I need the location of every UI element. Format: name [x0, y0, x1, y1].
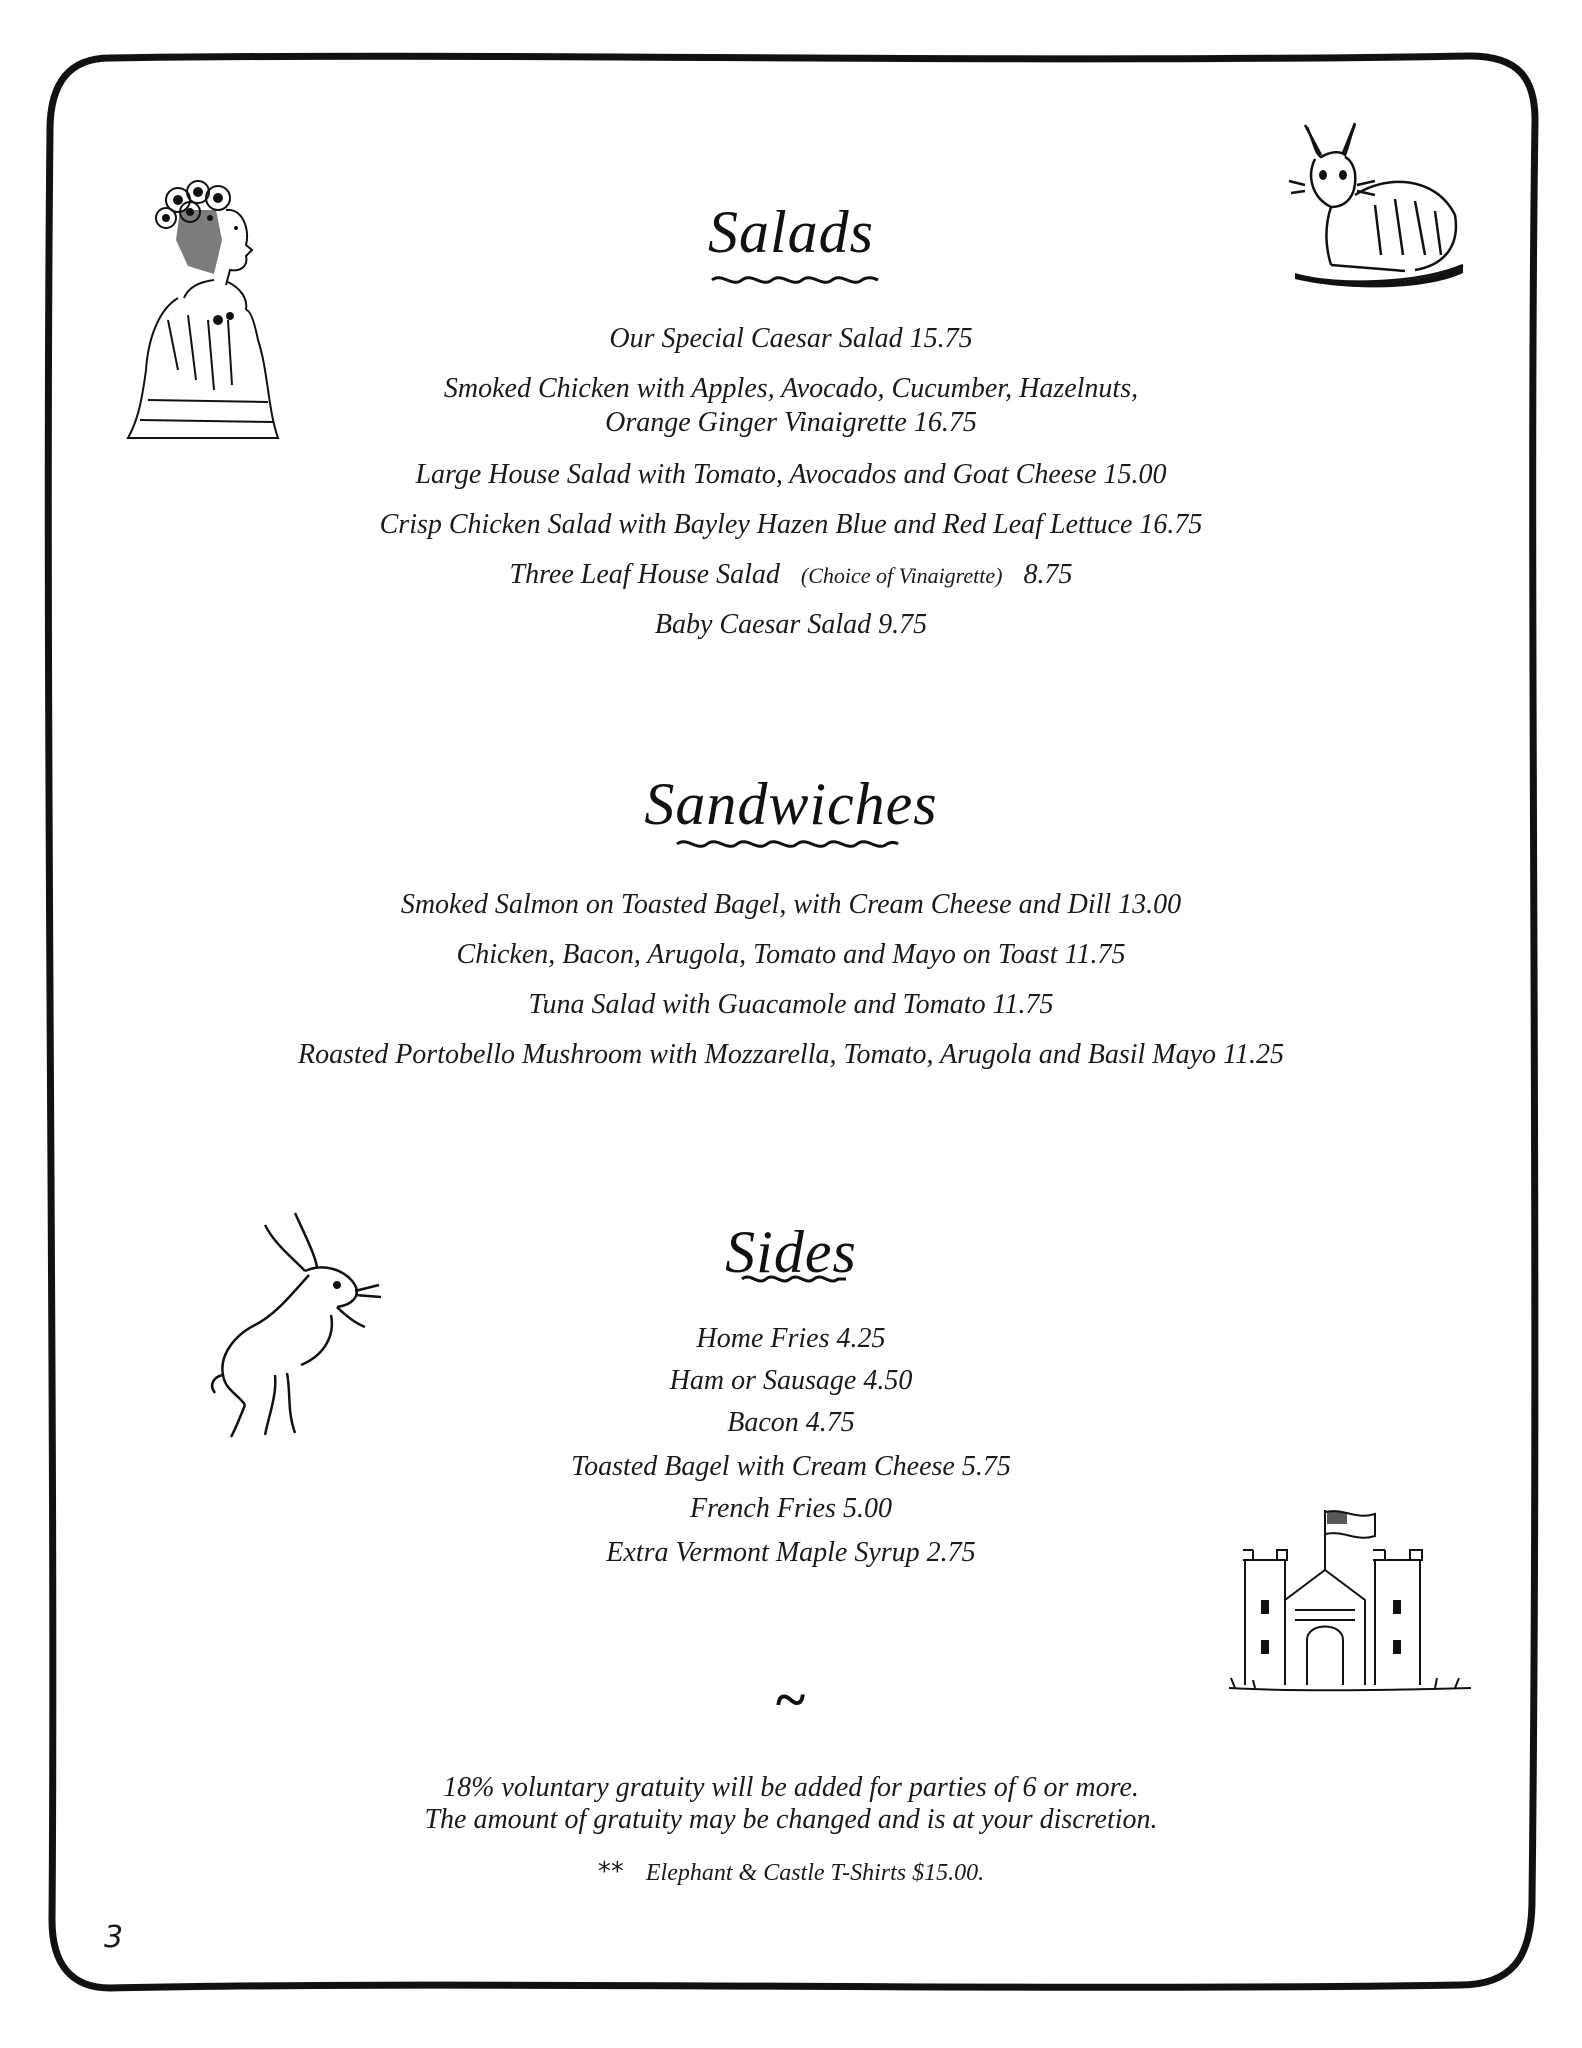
- side-item: Extra Vermont Maple Syrup 2.75: [606, 1537, 976, 1568]
- sandwich-item: Smoked Salmon on Toasted Bagel, with Cream Cheese and Dill 13.00: [400, 889, 1182, 920]
- salad-item-note: (Choice of Vinaigrette): [800, 563, 1003, 588]
- side-item: Ham or Sausage 4.50: [669, 1365, 913, 1396]
- tshirt-offer-text: Elephant & Castle T-Shirts $15.00.: [645, 1860, 985, 1886]
- sandwiches-heading: Sandwiches: [644, 771, 938, 837]
- page-number: 3: [104, 1920, 124, 1955]
- salad-item: Baby Caesar Salad 9.75: [654, 609, 928, 640]
- sides-heading-underline: [740, 1272, 848, 1286]
- salad-item: Orange Ginger Vinaigrette 16.75: [605, 407, 977, 438]
- asterisks: **: [597, 1857, 624, 1887]
- salad-item-three-leaf: [0, 558, 1582, 593]
- side-item: Toasted Bagel with Cream Cheese 5.75: [571, 1451, 1011, 1482]
- salad-item-name: Three Leaf House Salad: [509, 559, 780, 590]
- gratuity-note-line1: 18% voluntary gratuity will be added for parties of 6 or more.: [443, 1772, 1139, 1803]
- salad-item: Smoked Chicken with Apples, Avocado, Cucumber, Hazelnuts,: [443, 373, 1139, 404]
- sandwich-item: Chicken, Bacon, Arugola, Tomato and Mayo on Toast 11.75: [456, 939, 1126, 970]
- side-item: Bacon 4.75: [727, 1407, 855, 1438]
- sides-heading: Sides: [725, 1219, 857, 1285]
- tshirt-offer: [0, 1857, 1582, 1887]
- tilde-divider: ~: [775, 1669, 807, 1731]
- sandwich-item: Tuna Salad with Guacamole and Tomato 11.75: [528, 989, 1054, 1020]
- gratuity-note-line2: The amount of gratuity may be changed and is at your discretion.: [424, 1804, 1158, 1835]
- sandwiches-heading-underline: [675, 836, 900, 852]
- side-item: Home Fries 4.25: [696, 1323, 886, 1354]
- sandwich-item: Roasted Portobello Mushroom with Mozzarella, Tomato, Arugola and Basil Mayo 11.25: [298, 1039, 1284, 1070]
- side-item: French Fries 5.00: [690, 1493, 892, 1524]
- salads-heading-underline: [710, 272, 880, 288]
- salad-item: Our Special Caesar Salad 15.75: [609, 323, 973, 354]
- salad-item-price: 8.75: [1023, 559, 1073, 590]
- salad-item: Crisp Chicken Salad with Bayley Hazen Blue and Red Leaf Lettuce 16.75: [379, 509, 1203, 540]
- salad-item: Large House Salad with Tomato, Avocados and Goat Cheese 15.00: [415, 459, 1167, 490]
- salads-heading: Salads: [707, 199, 875, 265]
